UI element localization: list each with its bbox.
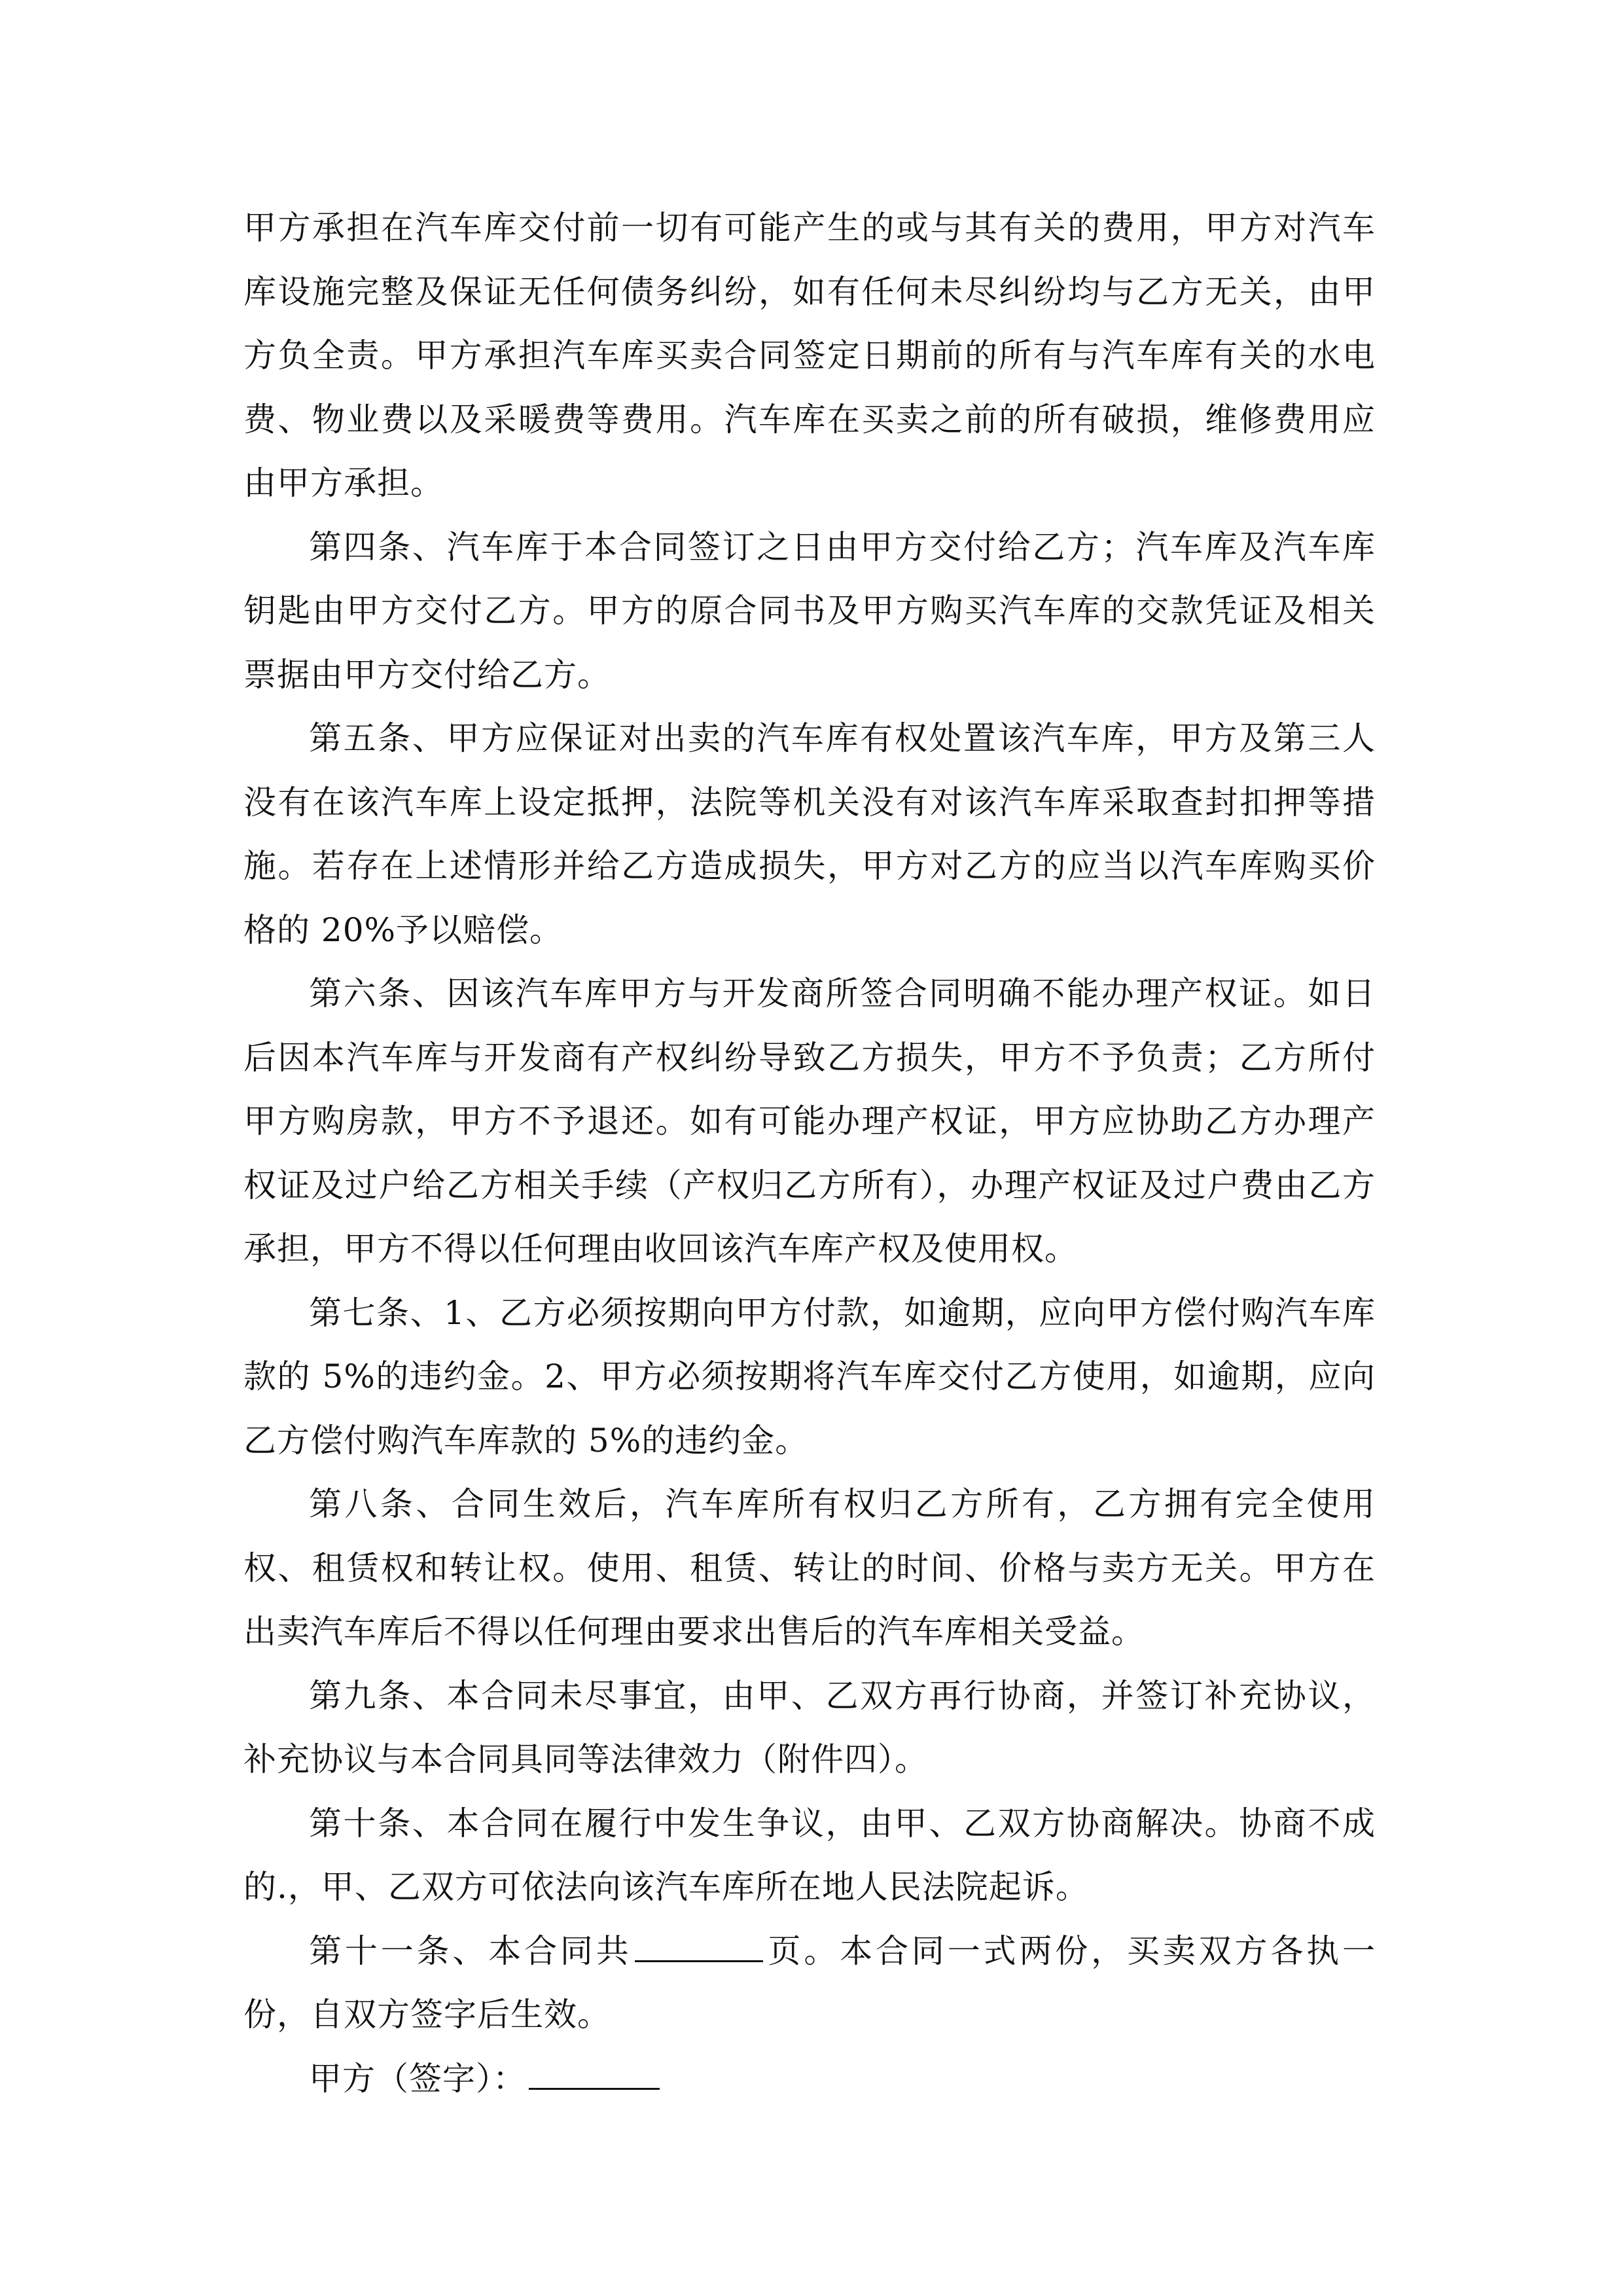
paragraph-article-6: 第六条、因该汽车库甲方与开发商所签合同明确不能办理产权证。如日后因本汽车库与开发商有产权纠纷导致乙方损失，甲方不予负责；乙方所付甲方购房款，甲方不予退还。如有可能办理产权证，甲方应协助乙方办理产权证及过户给乙方相关手续（产权归乙方所有），办理产权证及过户费由乙方承担，甲方不得以任何理由收回该汽车库产权及使用权。 <box>243 975 1376 1268</box>
contract-body <box>243 196 1376 2111</box>
paragraph-fee-responsibility: 甲方承担在汽车库交付前一切有可能产生的或与其有关的费用，甲方对汽车库设施完整及保证无任何债务纠纷，如有任何未尽纠纷均与乙方无关，由甲方负全责。甲方承担汽车库买卖合同签定日期前的所有与汽车库有关的水电费、物业费以及采暖费等费用。汽车库在买卖之前的所有破损，维修费用应由甲方承担。 <box>243 209 1376 502</box>
paragraph-article-5: 第五条、甲方应保证对出卖的汽车库有权处置该汽车库，甲方及第三人没有在该汽车库上设定抵押，法院等机关没有对该汽车库采取查封扣押等措施。若存在上述情形并给乙方造成损失，甲方对乙方的应当以汽车库购买价格的 20%予以赔偿。 <box>243 719 1376 949</box>
page-count-blank[interactable] <box>635 1928 763 1962</box>
article-11-text-before: 第十一条、本合同共 <box>309 1931 632 1970</box>
paragraph-article-8: 第八条、合同生效后，汽车库所有权归乙方所有，乙方拥有完全使用权、租赁权和转让权。使用、租赁、转让的时间、价格与卖方无关。甲方在出卖汽车库后不得以任何理由要求出售后的汽车库相关受益。 <box>243 1485 1376 1651</box>
paragraph-article-7: 第七条、1、乙方必须按期向甲方付款，如逾期，应向甲方偿付购汽车库款的 5%的违约金。2、甲方必须按期将汽车库交付乙方使用，如逾期，应向乙方偿付购汽车库款的 5%的违约金。 <box>243 1293 1376 1460</box>
signature-label-party-a: 甲方（签字）： <box>309 2059 526 2098</box>
paragraph-article-11 <box>243 1920 1376 2047</box>
paragraph-article-10: 第十条、本合同在履行中发生争议，由甲、乙双方协商解决。协商不成的.，甲、乙双方可依法向该汽车库所在地人民法院起诉。 <box>243 1804 1376 1906</box>
paragraph-article-4: 第四条、汽车库于本合同签订之日由甲方交付给乙方；汽车库及汽车库钥匙由甲方交付乙方。甲方的原合同书及甲方购买汽车库的交款凭证及相关票据由甲方交付给乙方。 <box>243 528 1376 694</box>
signature-line-party-a <box>243 2047 1376 2111</box>
paragraph-article-9: 第九条、本合同未尽事宜，由甲、乙双方再行协商，并签订补充协议，补充协议与本合同具同等法律效力（附件四）。 <box>243 1676 1376 1778</box>
article-11-text-after: 页。本合同一式两份，买卖双方各执一份，自双方签字后生效。 <box>243 1931 1376 2034</box>
signature-blank-party-a[interactable] <box>529 2055 660 2090</box>
